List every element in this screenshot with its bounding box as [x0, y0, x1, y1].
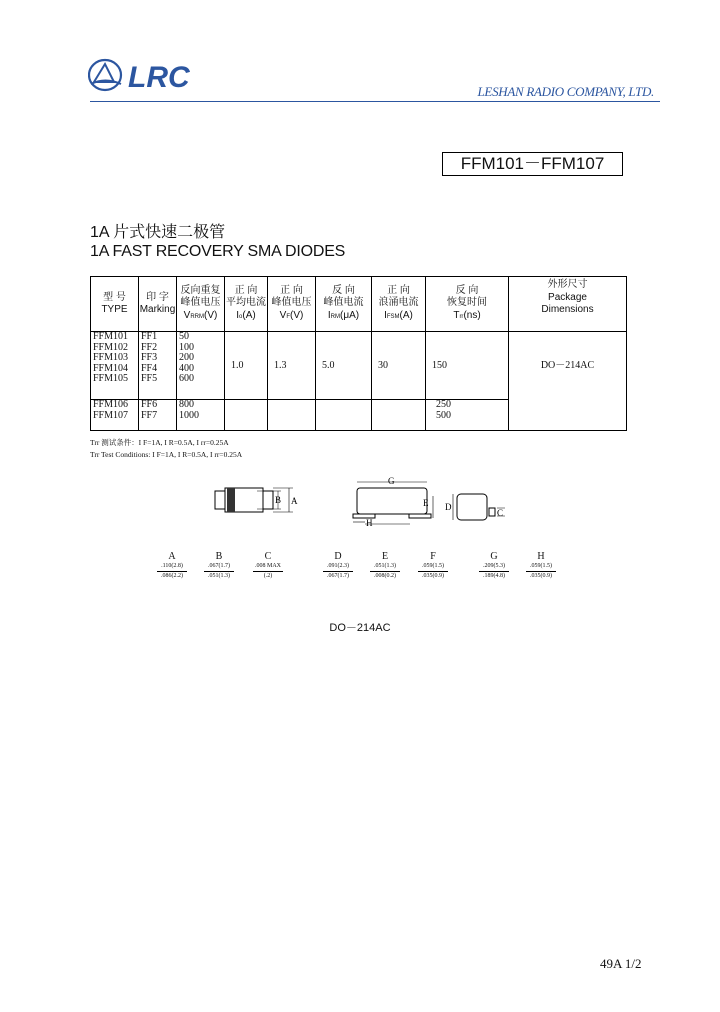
vrrm-group1 — [177, 332, 225, 400]
empty-cell — [316, 400, 372, 431]
header-vf-cn2: 峰值电压 — [271, 297, 312, 309]
dim-column-f — [409, 551, 457, 580]
header-marking — [139, 277, 177, 332]
trr-value-group1: 150 — [426, 332, 509, 400]
header-ifsm-sym: I — [384, 309, 387, 321]
header-vrrm — [177, 277, 225, 332]
dim-label-b: B — [275, 495, 282, 505]
table-cell: FF5 — [141, 373, 158, 385]
part-range-box: FFM101－FFM107 — [442, 152, 623, 176]
header-vrrm-cn1: 反向重复 — [180, 284, 221, 296]
types-group1 — [91, 332, 139, 400]
table-cell: FFM105 — [93, 373, 129, 385]
dim-column-d — [314, 551, 362, 580]
dim-min: .067(1.7) — [327, 573, 349, 579]
header-trr-cn1: 反 向 — [455, 284, 479, 296]
dim-column-b — [195, 551, 243, 580]
dim-max: .008 MAX — [254, 563, 281, 569]
io-value: 1.0 — [225, 332, 268, 400]
dim-label: B — [215, 551, 223, 562]
fraction-line — [204, 571, 234, 572]
table-cell: FF6 — [141, 399, 158, 410]
table-cell: FFM107 — [93, 409, 129, 421]
header-irm-sub: RM — [330, 313, 341, 320]
header-marking-cn: 印 字 — [146, 291, 169, 303]
vrrm-group2 — [177, 400, 225, 431]
markings-group1 — [139, 332, 177, 400]
dim-column-g — [470, 551, 518, 580]
header-ifsm-cn2: 浪涌电流 — [378, 297, 419, 309]
header-package-en1: Package — [548, 291, 587, 303]
dim-label: A — [168, 551, 176, 562]
table-cell: 600 — [179, 373, 194, 385]
header-trr-sym: T — [453, 309, 460, 321]
table-cell: 800 — [179, 399, 194, 410]
fraction-line — [526, 571, 556, 572]
header-vrrm-sub: RRM — [190, 313, 204, 320]
header-io-unit: (A) — [242, 309, 256, 321]
table-cell: 250 — [436, 399, 451, 410]
table-cell: FF4 — [141, 362, 158, 374]
dim-label: D — [334, 551, 342, 562]
header-io-sub: o — [239, 313, 243, 320]
header-trr — [426, 277, 509, 332]
table-cell: FF1 — [141, 331, 158, 342]
package-value: DO－214AC — [509, 332, 627, 431]
dim-label-h: H — [366, 518, 373, 528]
table-cell: 50 — [179, 331, 189, 342]
table-cell: 100 — [179, 341, 194, 353]
spec-table — [90, 276, 627, 431]
table-cell: 200 — [179, 352, 194, 364]
header-io — [225, 277, 268, 332]
ifsm-value: 30 — [372, 332, 426, 400]
header-trr-unit: (ns) — [463, 309, 481, 321]
table-cell: 500 — [436, 409, 451, 421]
header-irm-cn2: 峰值电流 — [323, 297, 364, 309]
table-cell: FFM106 — [93, 399, 129, 410]
dim-label: C — [264, 551, 272, 562]
header-type-en: TYPE — [101, 304, 128, 315]
header-vrrm-cn2: 峰值电压 — [180, 297, 221, 309]
fraction-line — [479, 571, 509, 572]
dim-column-c — [244, 551, 292, 580]
header-package-en2: Dimensions — [541, 304, 594, 315]
front-view — [353, 476, 433, 528]
header-irm-cn1: 反 向 — [332, 284, 355, 296]
dim-min: .051(1.3) — [208, 573, 230, 579]
header-trr-cn2: 恢复时间 — [447, 297, 487, 309]
header-io-sym: I — [236, 309, 240, 321]
dim-label: E — [381, 551, 389, 562]
dim-column-e — [361, 551, 409, 580]
header-vf-unit: (V) — [290, 309, 304, 321]
dim-label-a: A — [291, 496, 298, 506]
header-irm-sym: I — [327, 309, 331, 321]
table-header-row — [91, 277, 627, 332]
title-english: 1A FAST RECOVERY SMA DIODES — [90, 243, 346, 260]
dim-label-e: E — [423, 498, 429, 508]
table-cell: 1000 — [179, 409, 199, 421]
header-package-cn: 外形尺寸 — [547, 279, 588, 290]
table-cell: FFM104 — [93, 362, 129, 374]
dim-min: .008(0.2) — [374, 573, 396, 579]
header-ifsm-sub: FSM — [386, 313, 400, 320]
header-ifsm-unit: (A) — [399, 309, 413, 321]
empty-cell — [225, 400, 268, 431]
header-type — [91, 277, 139, 332]
header-ifsm-cn1: 正 向 — [387, 284, 410, 296]
fraction-line — [253, 571, 283, 572]
header-vf-sym: V — [279, 309, 287, 321]
dim-max: .051(1.3) — [374, 563, 396, 569]
end-view — [445, 494, 505, 520]
dim-label-c: C — [497, 508, 504, 518]
header-trr-sub: rr — [459, 313, 464, 320]
empty-cell — [372, 400, 426, 431]
header-marking-en: Marking — [139, 304, 176, 315]
fraction-line — [418, 571, 448, 572]
table-cell: 400 — [179, 362, 194, 374]
fraction-line — [323, 571, 353, 572]
package-outline-drawing — [205, 476, 525, 532]
table-cell: FFM102 — [93, 341, 129, 353]
vf-value: 1.3 — [268, 332, 316, 400]
test-condition-en: Trr Test Conditions: I F=1A, I R=0.5A, I rr=0.25A — [90, 450, 243, 459]
side-view — [215, 488, 298, 512]
header-io-cn2: 平均电流 — [226, 297, 266, 309]
header-vrrm-unit: (V) — [204, 309, 218, 321]
header-type-cn: 型 号 — [103, 291, 126, 303]
header-vrrm-sym: V — [183, 309, 191, 321]
header-irm-unit: (μA) — [340, 309, 360, 321]
dim-label: F — [430, 551, 436, 562]
logo-text: LRC — [128, 61, 190, 93]
dim-max: .067(1.7) — [208, 563, 230, 569]
fraction-line — [370, 571, 400, 572]
header-package — [509, 277, 627, 332]
dim-min: .035(0.9) — [422, 573, 444, 579]
dim-min: .035(0.9) — [530, 573, 552, 579]
header-irm — [316, 277, 372, 332]
title-chinese: 1A 片式快速二极管 — [90, 224, 226, 241]
dim-extra: MAX — [266, 563, 281, 569]
dim-label: H — [537, 551, 545, 562]
table-cell: FF2 — [141, 341, 158, 353]
header-vf-sub: F — [286, 313, 290, 320]
dim-label-d: D — [445, 502, 452, 512]
company-name: LESHAN RADIO COMPANY, LTD. — [477, 84, 654, 99]
table-cell: FFM101 — [93, 331, 129, 342]
test-condition-cn: Trr 测试条件：I F=1A, I R=0.5A, I rr=0.25A — [90, 438, 229, 447]
fraction-line — [157, 571, 187, 572]
table-cell: FF3 — [141, 352, 158, 364]
dim-max: .091(2.3) — [327, 563, 349, 569]
dim-max: .059(1.5) — [530, 563, 552, 569]
dim-label: G — [490, 551, 498, 562]
markings-group2 — [139, 400, 177, 431]
package-name: DO－214AC — [329, 622, 391, 634]
company-logo — [88, 57, 214, 93]
empty-cell — [268, 400, 316, 431]
dim-max: .110(2.8) — [161, 563, 183, 569]
trr-values-group2 — [426, 400, 509, 431]
header-vf-cn1: 正 向 — [280, 284, 303, 296]
dim-max: .059(1.5) — [422, 563, 444, 569]
table-row-group1 — [91, 332, 627, 400]
table-cell: FFM103 — [93, 352, 129, 364]
dim-column-h — [517, 551, 565, 580]
irm-value: 5.0 — [316, 332, 372, 400]
dim-label-g: G — [388, 476, 395, 486]
dim-column-a — [148, 551, 196, 580]
dim-min: .086(2.2) — [161, 573, 183, 579]
header-ifsm — [372, 277, 426, 332]
header-io-cn1: 正 向 — [234, 284, 258, 296]
dim-max: .209(5.3) — [483, 563, 505, 569]
types-group2 — [91, 400, 139, 431]
header-vf — [268, 277, 316, 332]
header-divider — [90, 101, 660, 102]
page-number: 49A 1/2 — [600, 956, 642, 971]
dim-min: (.2) — [263, 573, 273, 579]
table-cell: FF7 — [141, 409, 158, 421]
dim-min: .189(4.8) — [483, 573, 505, 579]
